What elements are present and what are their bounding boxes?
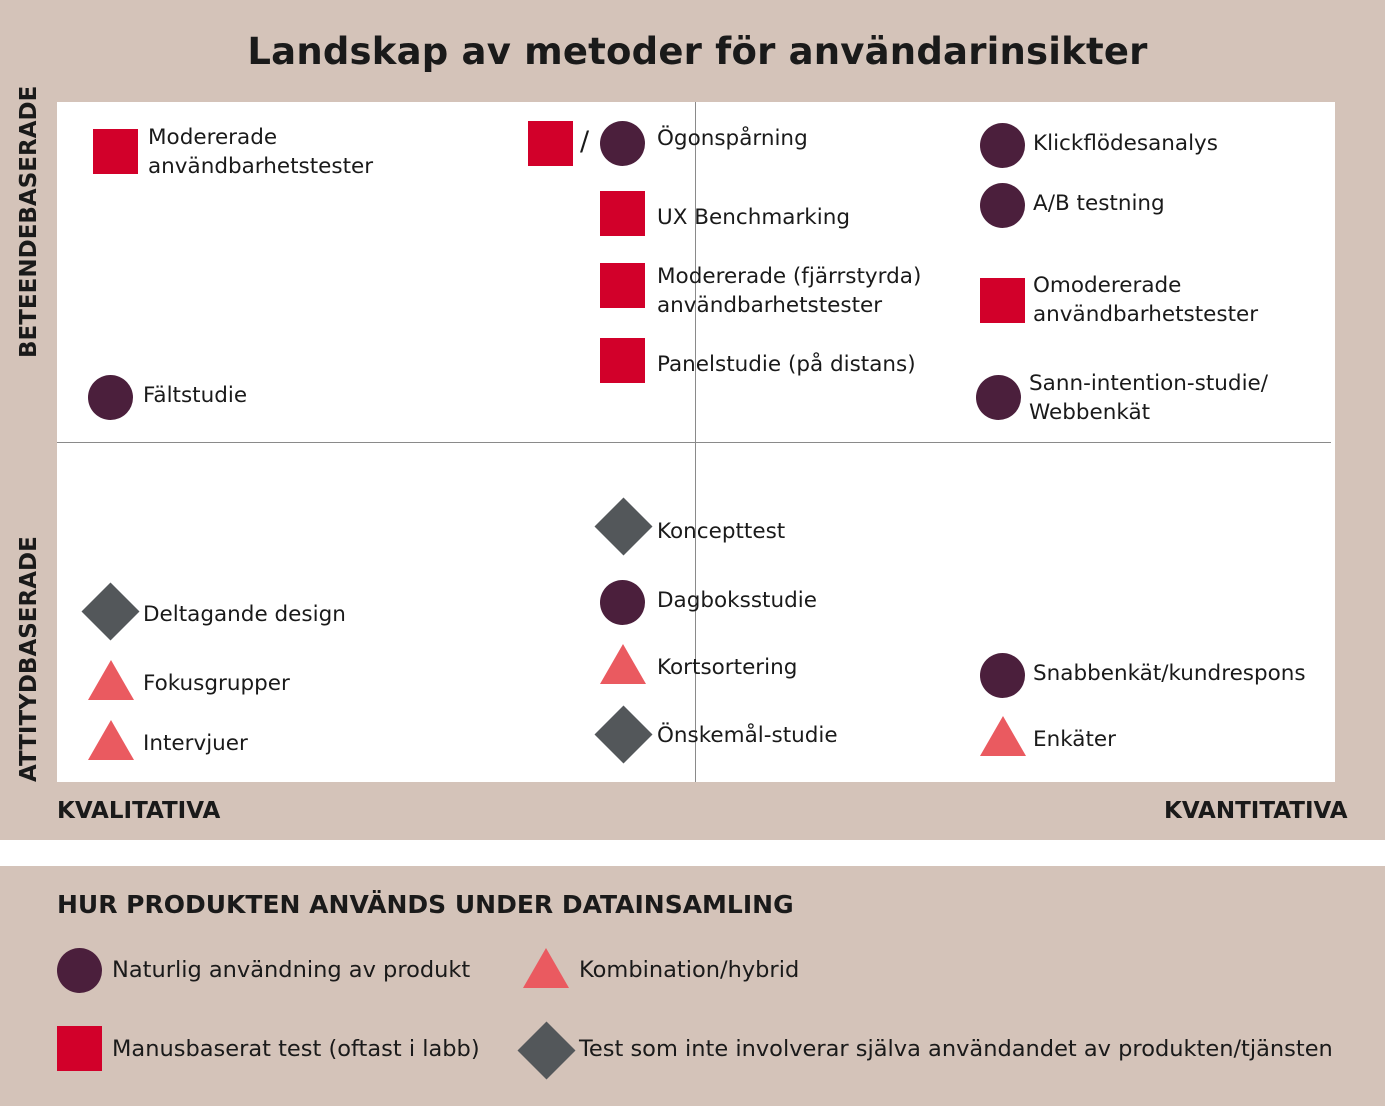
method-unmoderated <box>1033 271 1258 329</box>
axis-label-qualitative: KVALITATIVA <box>57 798 221 824</box>
method-intercept: Snabbenkät/kundrespons <box>1033 661 1306 686</box>
natural-marker <box>600 580 645 625</box>
method-line: användbarhetstester <box>1033 302 1259 327</box>
method-panel-study: Panelstudie (på distans) <box>657 352 916 377</box>
method-remote-moderated <box>657 262 921 320</box>
method-line: Sann-intention-studie/ <box>1029 371 1269 396</box>
legend-decontextualized-label: Test som inte involverar själva användandet av produkten/tjänsten <box>579 1036 1333 1062</box>
scripted-marker <box>980 278 1025 323</box>
scripted-marker <box>600 191 645 236</box>
legend-natural-icon <box>57 948 102 993</box>
hybrid-marker <box>88 660 134 700</box>
method-card-sorting: Kortsortering <box>657 655 798 680</box>
natural-marker <box>980 183 1025 228</box>
scripted-marker <box>93 129 138 174</box>
method-interviews: Intervjuer <box>143 731 248 756</box>
method-desirability: Önskemål-studie <box>657 723 838 748</box>
legend-scripted-label: Manusbaserat test (oftast i labb) <box>112 1036 480 1062</box>
natural-marker <box>980 653 1025 698</box>
legend-title: HUR PRODUKTEN ANVÄNDS UNDER DATAINSAMLING <box>57 890 794 919</box>
method-field-study: Fältstudie <box>143 383 248 408</box>
combo-slash: / <box>580 126 590 157</box>
natural-marker <box>600 121 645 166</box>
axis-label-quantitative: KVANTITATIVA <box>1164 798 1348 824</box>
method-line: Modererade (fjärrstyrda) <box>657 264 922 289</box>
method-line: användbarhetstester <box>657 293 883 318</box>
scripted-marker <box>528 121 573 166</box>
horizontal-divider <box>57 442 1331 443</box>
method-line: Omodererade <box>1033 273 1182 298</box>
hybrid-marker <box>88 720 134 760</box>
natural-marker <box>980 123 1025 168</box>
method-ab-testing: A/B testning <box>1033 191 1165 216</box>
axis-label-attitudinal: ATTITYDBASERADE <box>16 536 42 782</box>
method-ux-benchmarking: UX Benchmarking <box>657 205 851 230</box>
legend-natural-label: Naturlig användning av produkt <box>112 957 471 983</box>
hybrid-marker <box>600 644 646 684</box>
method-diary-study: Dagboksstudie <box>657 588 817 613</box>
method-line: Webbenkät <box>1029 400 1151 425</box>
natural-marker <box>88 375 133 420</box>
method-focus-groups: Fokusgrupper <box>143 671 290 696</box>
scripted-marker <box>600 263 645 308</box>
method-participatory: Deltagande design <box>143 602 346 627</box>
method-eye-tracking: Ögonspårning <box>657 126 808 151</box>
method-concept-test: Koncepttest <box>657 519 786 544</box>
natural-marker <box>976 375 1021 420</box>
legend-hybrid-label: Kombination/hybrid <box>579 957 800 983</box>
method-moderated-usability <box>148 123 373 181</box>
hybrid-marker <box>980 716 1026 756</box>
method-line: Modererade <box>148 125 278 150</box>
axis-label-behavioral: BETEENDEBASERADE <box>16 85 42 358</box>
page-title: Landskap av metoder för användarinsikter <box>247 30 1148 73</box>
legend-scripted-icon <box>57 1026 102 1071</box>
method-line: användbarhetstester <box>148 154 374 179</box>
scripted-marker <box>600 338 645 383</box>
legend-hybrid-icon <box>523 948 569 988</box>
method-clickstream: Klickflödesanalys <box>1033 131 1218 156</box>
method-surveys: Enkäter <box>1033 727 1116 752</box>
method-true-intent <box>1029 369 1268 427</box>
